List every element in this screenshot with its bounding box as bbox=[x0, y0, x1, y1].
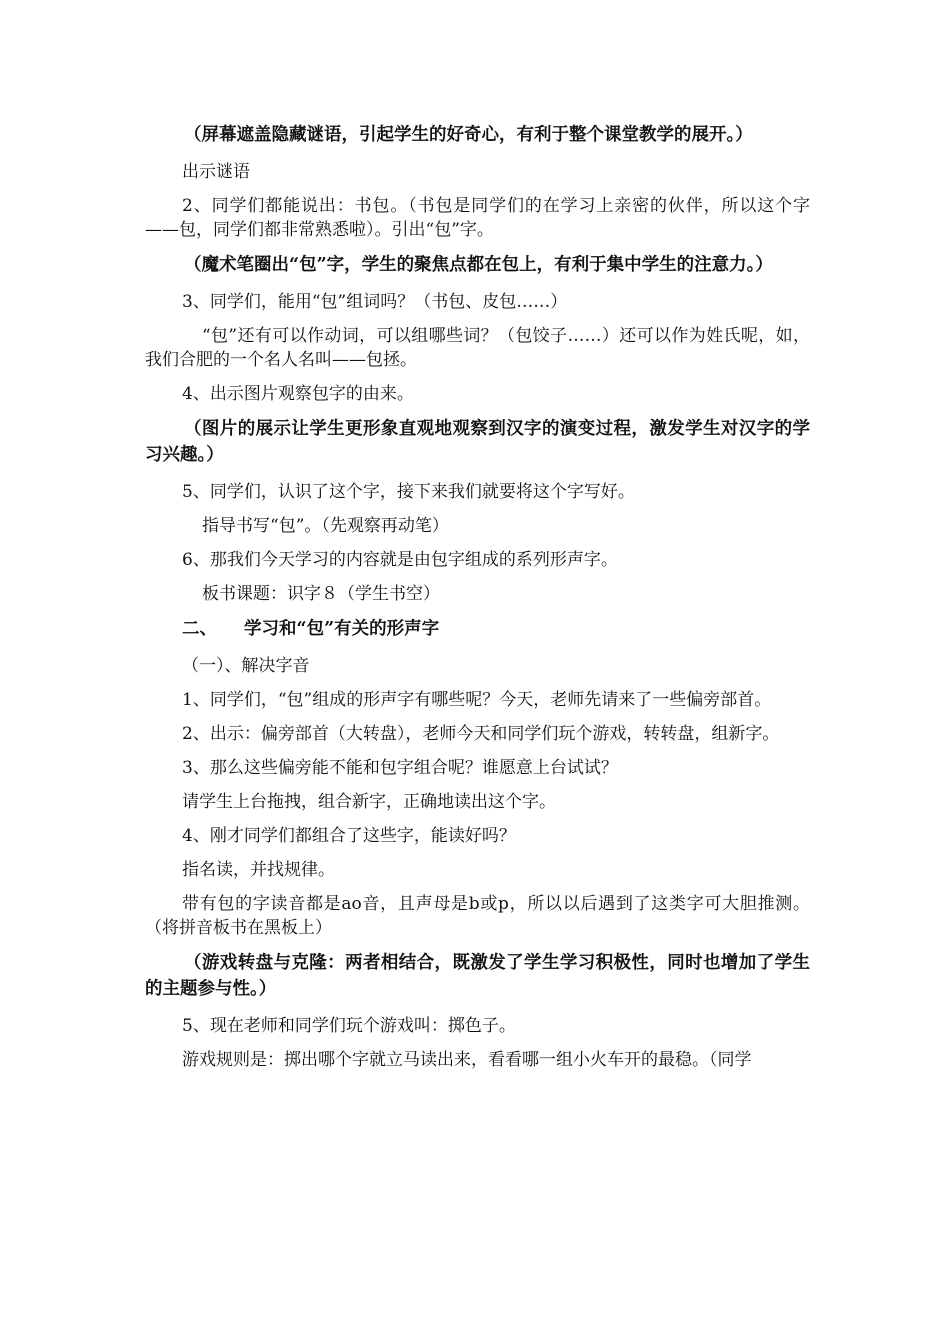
teaching-note: （魔术笔圈出“包”字，学生的聚焦点都在包上，有利于集中学生的注意力。） bbox=[184, 255, 773, 275]
paragraph: 4、刚才同学们都组合了这些字，能读好吗？ bbox=[182, 826, 516, 846]
paragraph: 指名读，并找规律。 bbox=[182, 860, 335, 880]
paragraph: 6、那我们今天学习的内容就是由包字组成的系列形声字。 bbox=[182, 550, 618, 570]
paragraph: 请学生上台拖拽，组合新字，正确地读出这个字。 bbox=[182, 792, 556, 812]
paragraph: 4、出示图片观察包字的由来。 bbox=[182, 384, 414, 404]
teaching-note: （图片的展示让学生更形象直观地观察到汉字的演变过程，激发学生对汉字的学习兴趣。） bbox=[145, 419, 810, 465]
section-number: 二、 bbox=[182, 619, 217, 639]
section-title: 学习和“包”有关的形声字 bbox=[244, 619, 440, 639]
paragraph: “包”还有可以作动词，可以组哪些词？（包饺子……）还可以作为姓氏呢，如，我们合肥的一个名人名叫——包拯。 bbox=[145, 326, 810, 370]
paragraph: 5、现在老师和同学们玩个游戏叫：掷色子。 bbox=[182, 1016, 516, 1036]
document-body bbox=[145, 122, 810, 1082]
teaching-note: （游戏转盘与克隆：两者相结合，既激发了学生学习积极性，同时也增加了学生的主题参与性。） bbox=[145, 953, 810, 999]
paragraph: 2、同学们都能说出：书包。（书包是同学们的在学习上亲密的伙伴，所以这个字——包，同学们都非常熟悉啦）。引出“包”字。 bbox=[145, 196, 810, 240]
paragraph: 游戏规则是：掷出哪个字就立马读出来，看看哪一组小火车开的最稳。（同学 bbox=[182, 1050, 752, 1070]
subsection-heading: （一）、解决字音 bbox=[182, 656, 310, 676]
teaching-note: （屏幕遮盖隐藏谜语，引起学生的好奇心，有利于整个课堂教学的展开。） bbox=[184, 125, 753, 145]
paragraph: 3、那么这些偏旁能不能和包字组合呢？谁愿意上台试试？ bbox=[182, 758, 618, 778]
paragraph: 出示谜语 bbox=[182, 162, 250, 182]
paragraph: 带有包的字读音都是ao音，且声母是b或p，所以以后遇到了这类字可大胆推测。（将拼音板书在黑板上） bbox=[145, 894, 810, 938]
paragraph: 指导书写“包”。（先观察再动笔） bbox=[202, 516, 449, 536]
paragraph: 3、同学们，能用“包”组词吗？（书包、皮包……） bbox=[182, 292, 568, 312]
section-heading bbox=[145, 616, 810, 642]
paragraph: 2、出示：偏旁部首（大转盘），老师今天和同学们玩个游戏，转转盘，组新字。 bbox=[182, 724, 780, 744]
paragraph: 1、同学们，“包”组成的形声字有哪些呢？今天，老师先请来了一些偏旁部首。 bbox=[182, 690, 772, 710]
paragraph: 5、同学们，认识了这个字，接下来我们就要将这个字写好。 bbox=[182, 482, 635, 502]
paragraph: 板书课题：识字８（学生书空） bbox=[202, 584, 440, 604]
